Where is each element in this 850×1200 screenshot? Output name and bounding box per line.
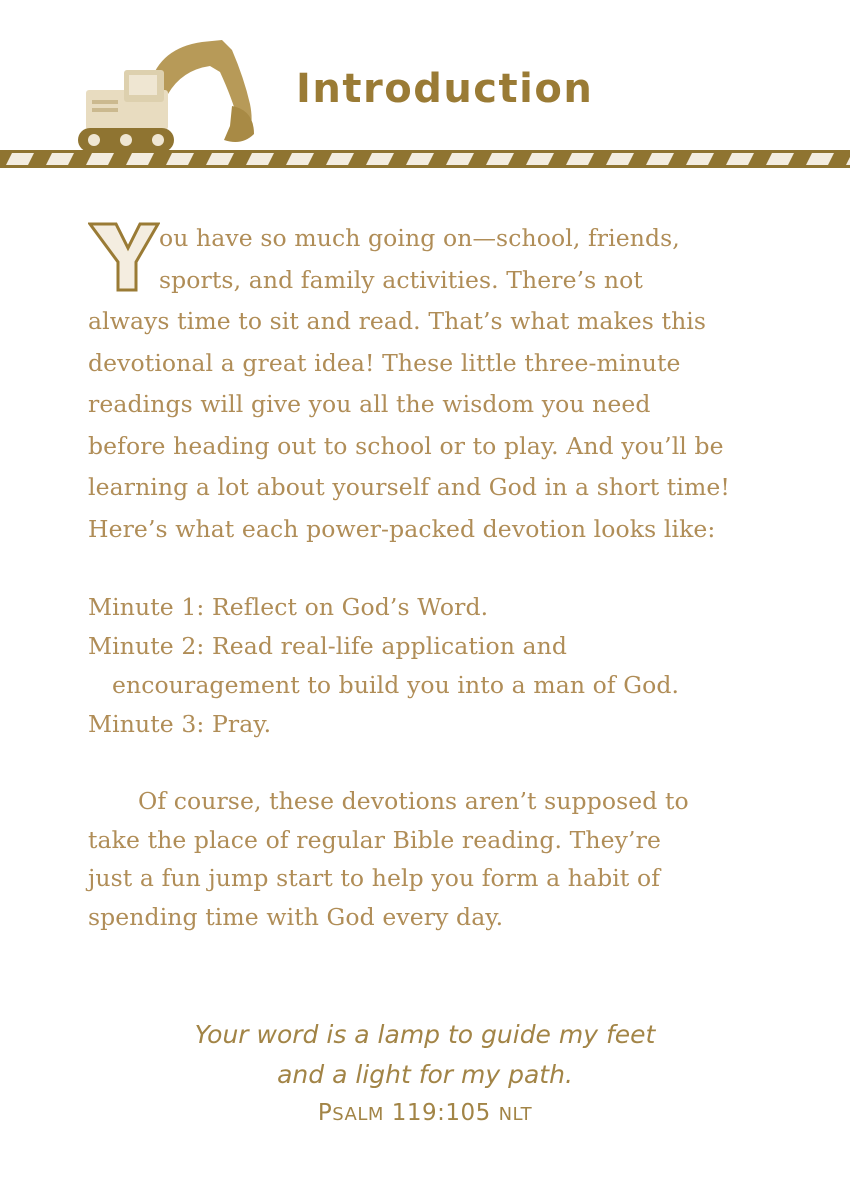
closing-line: spending time with God every day. (88, 902, 504, 931)
hazard-stripe-divider (0, 150, 850, 168)
scripture-verse (0, 1015, 850, 1133)
verse-reference (0, 1095, 850, 1133)
dropcap-letter (88, 218, 160, 294)
closing-paragraph (88, 782, 788, 936)
minutes-list (88, 588, 788, 744)
intro-paragraph (88, 218, 788, 550)
verse-line: Your word is a lamp to guide my feet (194, 1020, 656, 1049)
minute-3-item: Minute 3: Pray. (88, 710, 272, 738)
intro-line: ou have so much going on—school, friends, (159, 224, 680, 252)
verse-reference-version: NLT (498, 1104, 533, 1125)
closing-line: just a fun jump start to help you form a habit of (88, 864, 661, 892)
minute-2-item-continued: encouragement to build you into a man of God. (112, 671, 680, 699)
closing-line: Of course, these devotions aren’t supposed to (138, 787, 689, 815)
svg-text:Y: Y (124, 278, 125, 279)
verse-reference-initial: P (317, 1100, 333, 1126)
excavator-icon (72, 36, 262, 156)
intro-line: learning a lot about yourself and God in a short time! (88, 473, 730, 501)
verse-line: and a light for my path. (277, 1060, 573, 1089)
minute-1-item: Minute 1: Reflect on God’s Word. (88, 593, 489, 621)
intro-line: sports, and family activities. There’s not (159, 265, 643, 294)
verse-reference-number: 119:105 (383, 1100, 499, 1126)
intro-line: readings will give you all the wisdom you need (88, 390, 651, 418)
page-title: Introduction (296, 66, 594, 112)
intro-line: before heading out to school or to play. And you’ll be (88, 431, 724, 460)
intro-line: Here’s what each power-packed devotion looks like: (88, 514, 716, 543)
minute-2-item: Minute 2: Read real-life application and (88, 632, 568, 660)
closing-line: take the place of regular Bible reading. They’re (88, 825, 661, 854)
verse-reference-book: SALM (332, 1104, 384, 1125)
intro-line: always time to sit and read. That’s what makes this (88, 307, 707, 335)
intro-line: devotional a great idea! These little three-minute (88, 348, 681, 377)
